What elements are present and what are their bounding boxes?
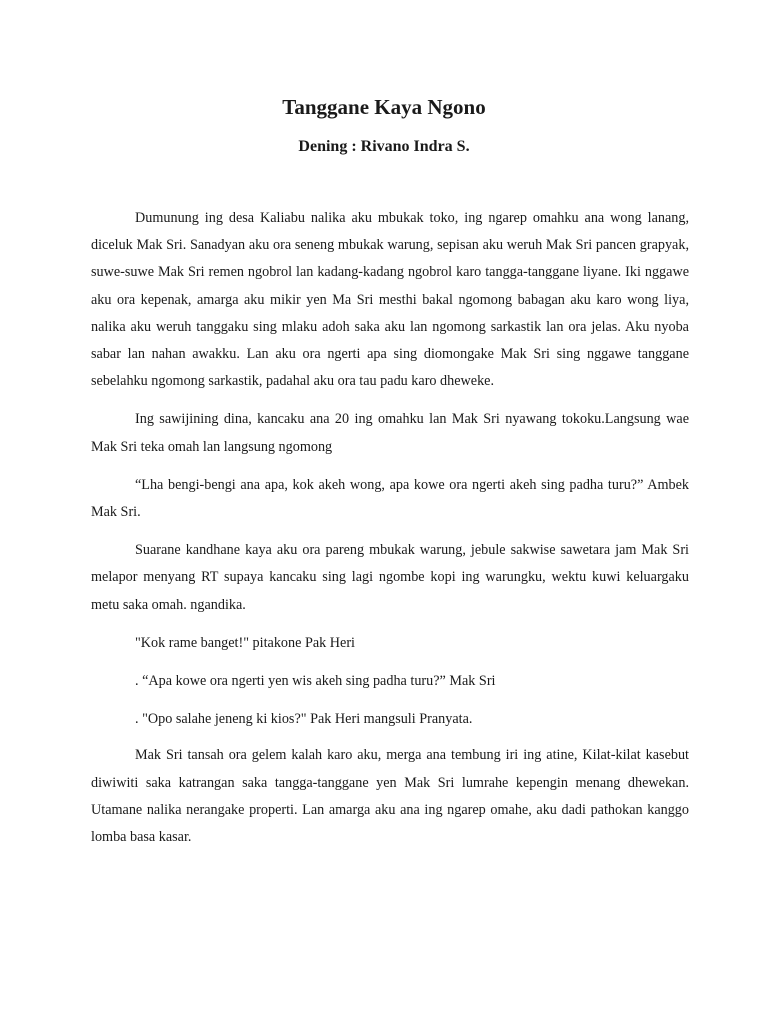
document-body (91, 205, 689, 851)
paragraph-2: Ing sawijining dina, kancaku ana 20 ing omahku lan Mak Sri nyawang tokoku.Langsung wae Mak Sri teka omah lan langsung ngomong (91, 411, 689, 455)
paragraph-5: "Kok rame banget!" pitakone Pak Heri (135, 634, 355, 651)
document-title: Tanggane Kaya Ngono (282, 95, 486, 119)
paragraph-3: “Lha bengi-bengi ana apa, kok akeh wong, apa kowe ora ngerti akeh sing padha turu?” Ambek Mak Sri. (91, 476, 689, 521)
paragraph-6: . “Apa kowe ora ngerti yen wis akeh sing padha turu?” Mak Sri (135, 673, 496, 690)
paragraph-1: Dumunung ing desa Kaliabu nalika aku mbukak toko, ing ngarep omahku ana wong lanang, diceluk Mak Sri. Sanadyan aku ora seneng mbukak warung, sepisan aku weruh Mak Sri pancen grapyak, suwe-suwe Mak Sri remen ngobrol lan kadang-kadang ngobrol karo tangga-tanggane liyane. Iki nggawe aku ora kepenak, amarga aku mikir yen Ma Sri mesthi bakal ngomong babagan aku karo wong liya, nalika aku weruh tanggaku sing mlaku adoh saka aku lan ngomong sarkastik lan ora jelas. Aku nyoba sabar lan nahan awakku. Lan aku ora ngerti apa sing diomongake Mak Sri sing nggawe tanggane sebelahku ngomong sarkastik, padahal aku ora tau padu karo dheweke. (91, 210, 689, 390)
document-byline: Dening : Rivano Indra S. (298, 138, 470, 155)
paragraph-7: . "Opo salahe jeneng ki kios?" Pak Heri mangsuli Pranyata. (135, 711, 473, 728)
paragraph-4: Suarane kandhane kaya aku ora pareng mbukak warung, jebule sakwise sawetara jam Mak Sri melapor menyang RT supaya kancaku sing lagi ngombe kopi ing warungku, wektu kuwi keluargaku metu saka omah. ngandika. (91, 542, 689, 613)
paragraph-8: Mak Sri tansah ora gelem kalah karo aku, merga ana tembung iri ing atine, Kilat-kilat kasebut diwiwiti saka katrangan saka tangga-tanggane yen Mak Sri lumrahe kepengin menang dhewekan. Utamane nalika nerangake properti. Lan amarga aku ana ing ngarep omahe, aku dadi pathokan kanggo lomba basa kasar. (91, 747, 689, 846)
